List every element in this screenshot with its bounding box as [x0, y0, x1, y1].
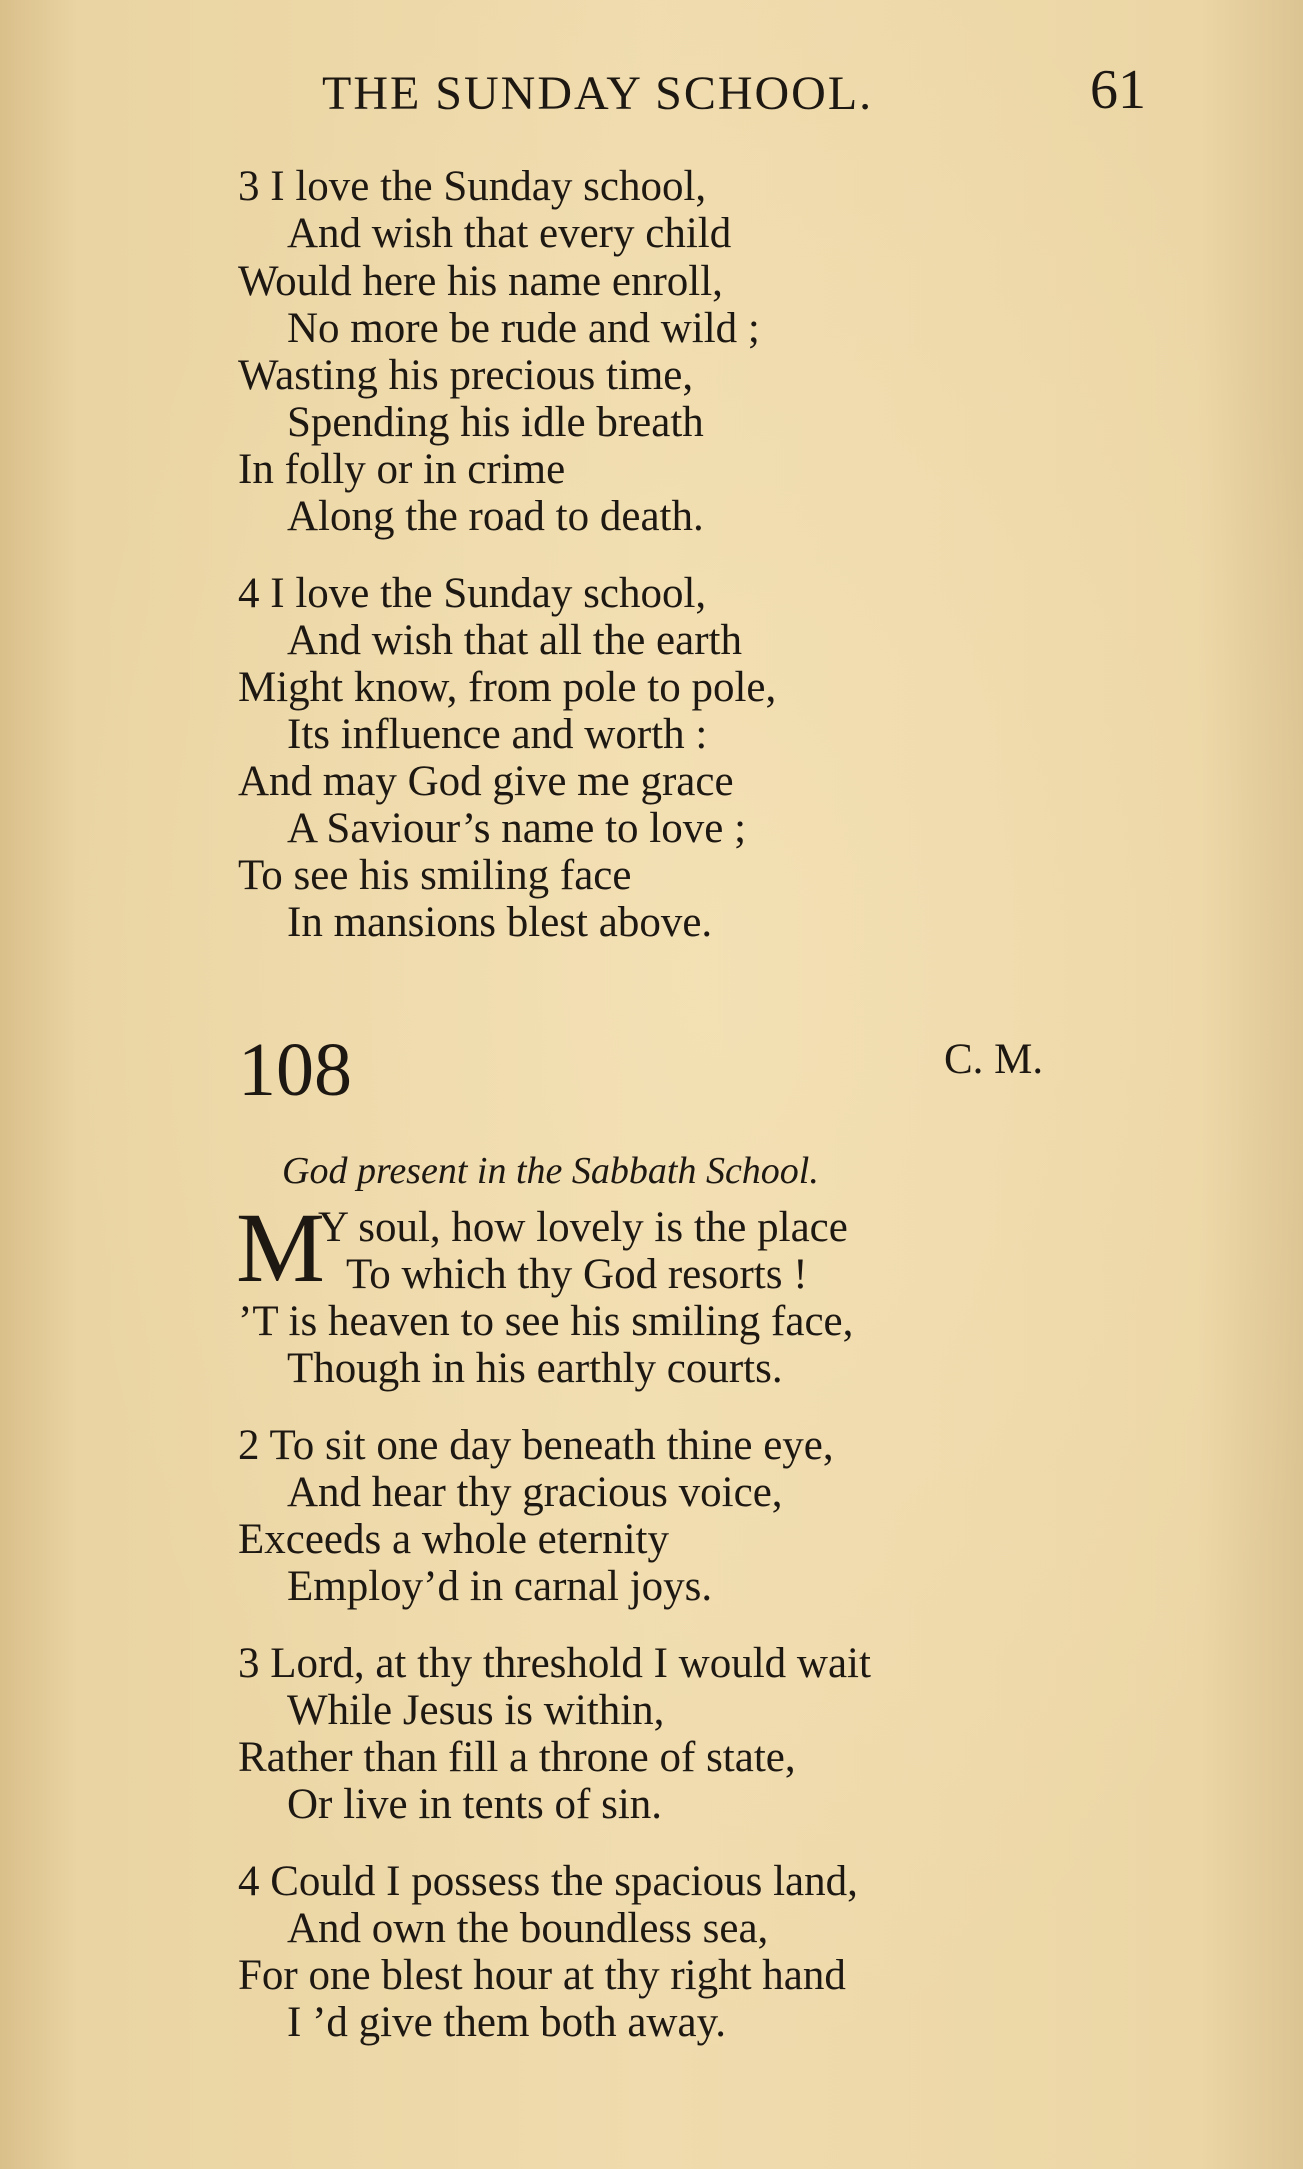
verse-line: Spending his idle breath: [287, 399, 704, 446]
verse-line: 4 Could I possess the spacious land,: [238, 1858, 858, 1905]
drop-cap: M: [236, 1192, 325, 1303]
verse-line: Would here his name enroll,: [238, 258, 723, 305]
verse-line: Might know, from pole to pole,: [238, 664, 777, 711]
verse-line: ’T is heaven to see his smiling face,: [238, 1298, 854, 1345]
verse-line: Along the road to death.: [287, 493, 704, 540]
verse-line: Wasting his precious time,: [238, 352, 694, 399]
verse-line: For one blest hour at thy right hand: [238, 1952, 846, 1999]
verse-line: And own the boundless sea,: [287, 1905, 769, 1952]
verse-line: 3 I love the Sunday school,: [238, 163, 707, 210]
verse-line: Rather than fill a throne of state,: [238, 1734, 796, 1781]
verse-line: Or live in tents of sin.: [287, 1781, 663, 1828]
verse-line: No more be rude and wild ;: [287, 305, 760, 352]
verse-line: And may God give me grace: [238, 758, 734, 805]
verse-line: 2 To sit one day beneath thine eye,: [238, 1422, 834, 1469]
hymn-number: 108: [238, 1028, 352, 1112]
hymn-meter: C. M.: [944, 1036, 1044, 1083]
verse-line: Y soul, how lovely is the place: [318, 1204, 848, 1251]
verse-line: To which thy God resorts !: [346, 1251, 808, 1298]
verse-line: In mansions blest above.: [287, 899, 713, 946]
verse-line: Though in his earthly courts.: [287, 1345, 783, 1392]
verse-line: 4 I love the Sunday school,: [238, 570, 707, 617]
hymn-title: God present in the Sabbath School.: [282, 1150, 819, 1192]
verse-line: Exceeds a whole eternity: [238, 1516, 670, 1563]
verse-line: A Saviour’s name to love ;: [287, 805, 747, 852]
verse-line: And wish that all the earth: [287, 617, 742, 664]
verse-line: While Jesus is within,: [287, 1687, 665, 1734]
verse-line: And hear thy gracious voice,: [287, 1469, 783, 1516]
verse-line: To see his smiling face: [238, 852, 632, 899]
running-title: THE SUNDAY SCHOOL.: [322, 67, 874, 120]
verse-line: And wish that every child: [287, 210, 732, 257]
verse-line: Employ’d in carnal joys.: [287, 1563, 713, 1610]
page-number: 61: [1090, 59, 1146, 121]
verse-line: In folly or in crime: [238, 446, 566, 493]
verse-line: I ’d give them both away.: [287, 1999, 727, 2046]
verse-line: Its influence and worth :: [287, 711, 708, 758]
verse-line: 3 Lord, at thy threshold I would wait: [238, 1640, 871, 1687]
